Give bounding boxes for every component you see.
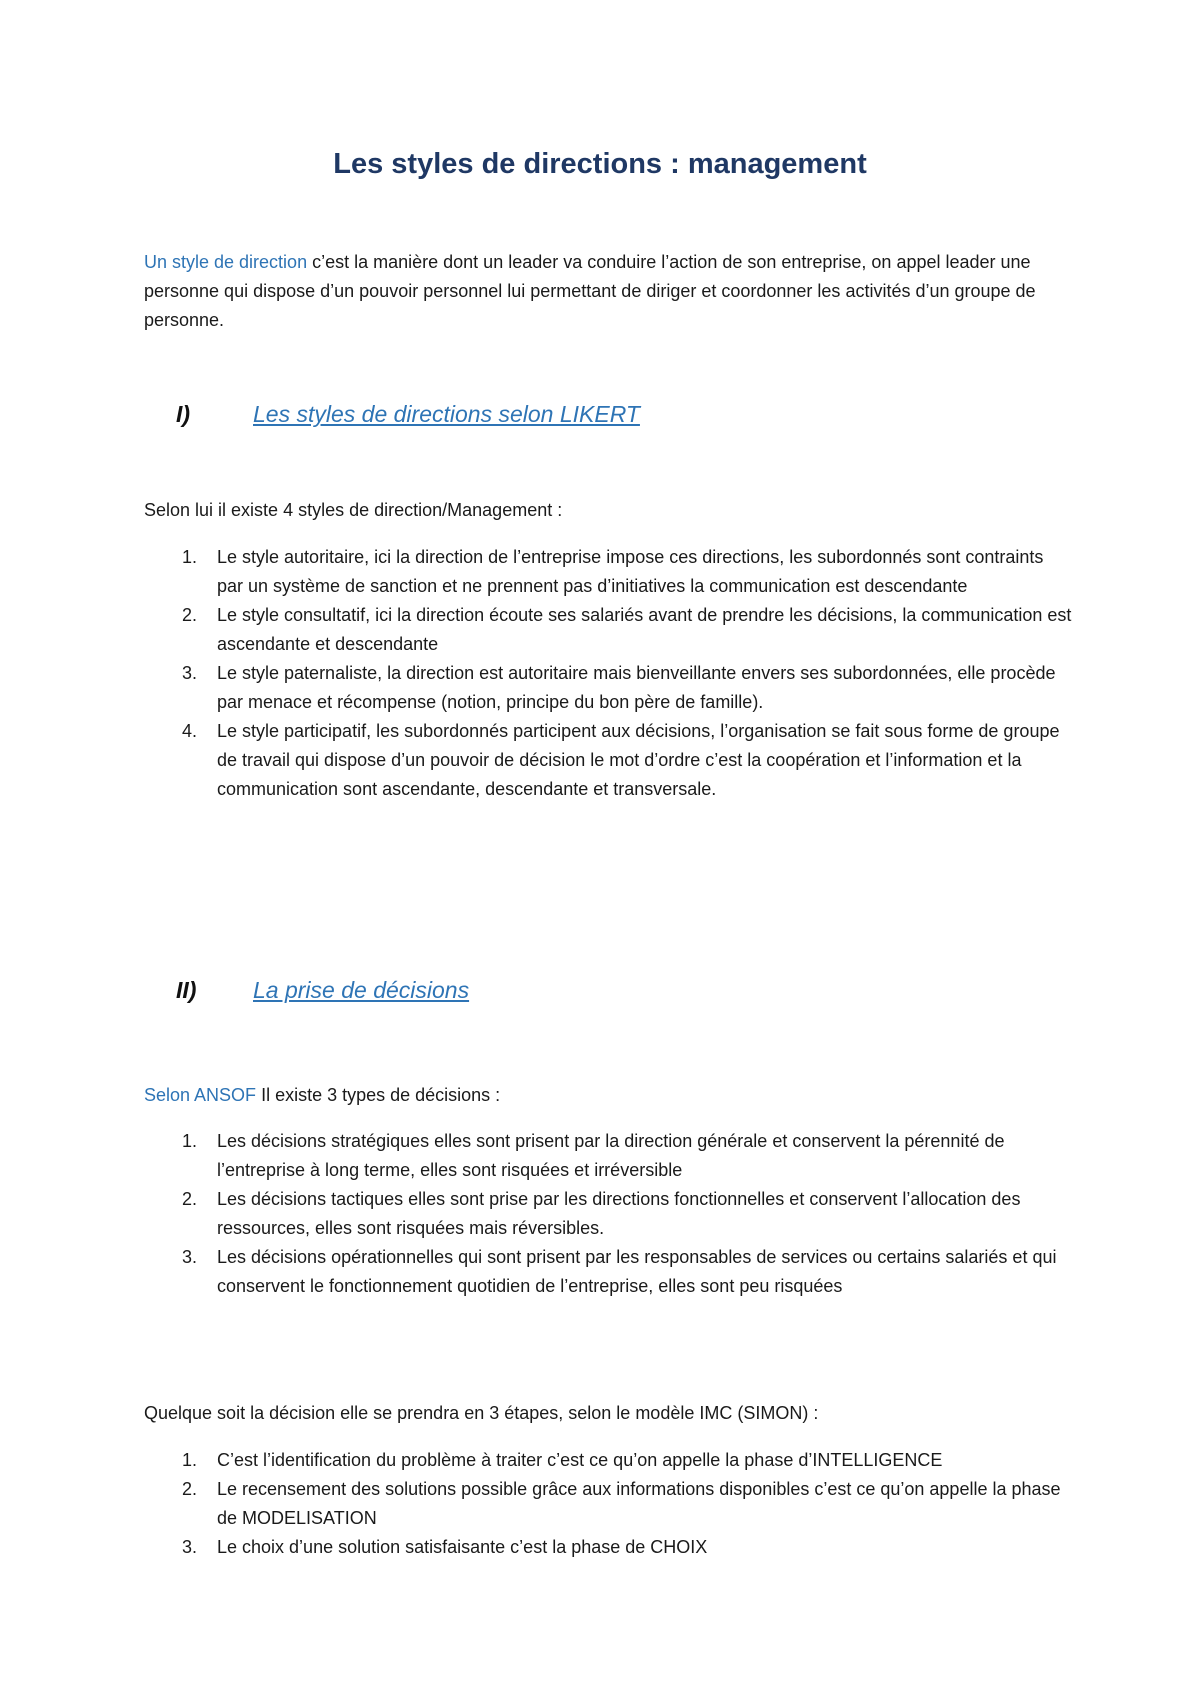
list-item-text: Les décisions tactiques elles sont prise par les directions fonctionnelles et conservent l’allocation des ressources, elles sont risquées mais réversibles. [217,1189,1021,1238]
list-item-number: 1. [182,1450,198,1470]
list-item-text: C’est l’identification du problème à traiter c’est ce qu’on appelle la phase d’INTELLIGENCE [217,1450,943,1470]
list-item-text: Les décisions stratégiques elles sont prisent par la direction générale et conservent la pérennité de l’entreprise à long terme, elles sont risquées et irréversible [217,1131,1005,1180]
list-item-text: Le choix d’une solution satisfaisante c’est la phase de CHOIX [217,1537,708,1557]
section-2-title: La prise de décisions [253,977,470,1003]
page-title: Les styles de directions : management [333,148,867,180]
list-item-number: 2. [182,1189,198,1209]
list-item-number: 1. [182,1131,198,1151]
list-item-number: 1. [182,547,198,567]
section-2-number: II) [176,977,197,1003]
likert-styles-list [144,543,1074,804]
list-item-number: 2. [182,1479,198,1499]
section-1-title: Les styles de directions selon LIKERT [253,401,640,427]
intro-term: Un style de direction [144,252,308,272]
list-item [144,659,1074,717]
list-item [144,543,1074,601]
list-item [144,1446,1074,1475]
list-item [144,1243,1074,1301]
imc-steps-list [144,1446,1074,1562]
steps-lead: Quelque soit la décision elle se prendra en 3 étapes, selon le modèle IMC (SIMON) : [144,1403,819,1423]
list-item-text: Le style paternaliste, la direction est autoritaire mais bienveillante envers ses subordonnées, elle procède par menace et récompense (notion, principe du bon père de famille). [217,663,1056,712]
list-item [144,1533,1074,1562]
list-item [144,1185,1074,1243]
list-item-number: 3. [182,1247,198,1267]
intro-text: c’est la manière dont un leader va conduire l’action de son entreprise, on appel leader une personne qui dispose d’un pouvoir personnel lui permettant de diriger et coordonner les activités d’un groupe de personne. [144,252,1036,330]
list-item [144,1127,1074,1185]
list-item-text: Le recensement des solutions possible grâce aux informations disponibles c’est ce qu’on appelle la phase de MODELISATION [217,1479,1061,1528]
list-item [144,601,1074,659]
section-1-lead: Selon lui il existe 4 styles de direction/Management : [144,500,563,520]
section-1-number: I) [176,401,191,427]
list-item [144,1475,1074,1533]
section-2-lead-text: Il existe 3 types de décisions : [256,1085,501,1105]
list-item-number: 3. [182,1537,198,1557]
list-item-text: Les décisions opérationnelles qui sont prisent par les responsables de services ou certains salariés et qui conservent le fonctionnement quotidien de l’entreprise, elles sont peu risquées [217,1247,1057,1296]
list-item-number: 4. [182,721,198,741]
list-item-text: Le style participatif, les subordonnés participent aux décisions, l’organisation se fait sous forme de groupe de travail qui dispose d’un pouvoir de décision le mot d’ordre c’est la coopération et l’information et la communication sont ascendante, descendante et transversale. [217,721,1060,799]
list-item-number: 2. [182,605,198,625]
section-2-lead [144,1081,1074,1110]
section-2-lead-term: Selon ANSOF [144,1085,257,1105]
list-item-text: Le style consultatif, ici la direction écoute ses salariés avant de prendre les décisions, la communication est ascendante et descendante [217,605,1072,654]
list-item [144,717,1074,804]
list-item-text: Le style autoritaire, ici la direction de l’entreprise impose ces directions, les subordonnés sont contraints par un système de sanction et ne prennent pas d’initiatives la communication est descendante [217,547,1044,596]
intro-paragraph [144,248,1074,335]
decision-types-list [144,1127,1074,1301]
list-item-number: 3. [182,663,198,683]
